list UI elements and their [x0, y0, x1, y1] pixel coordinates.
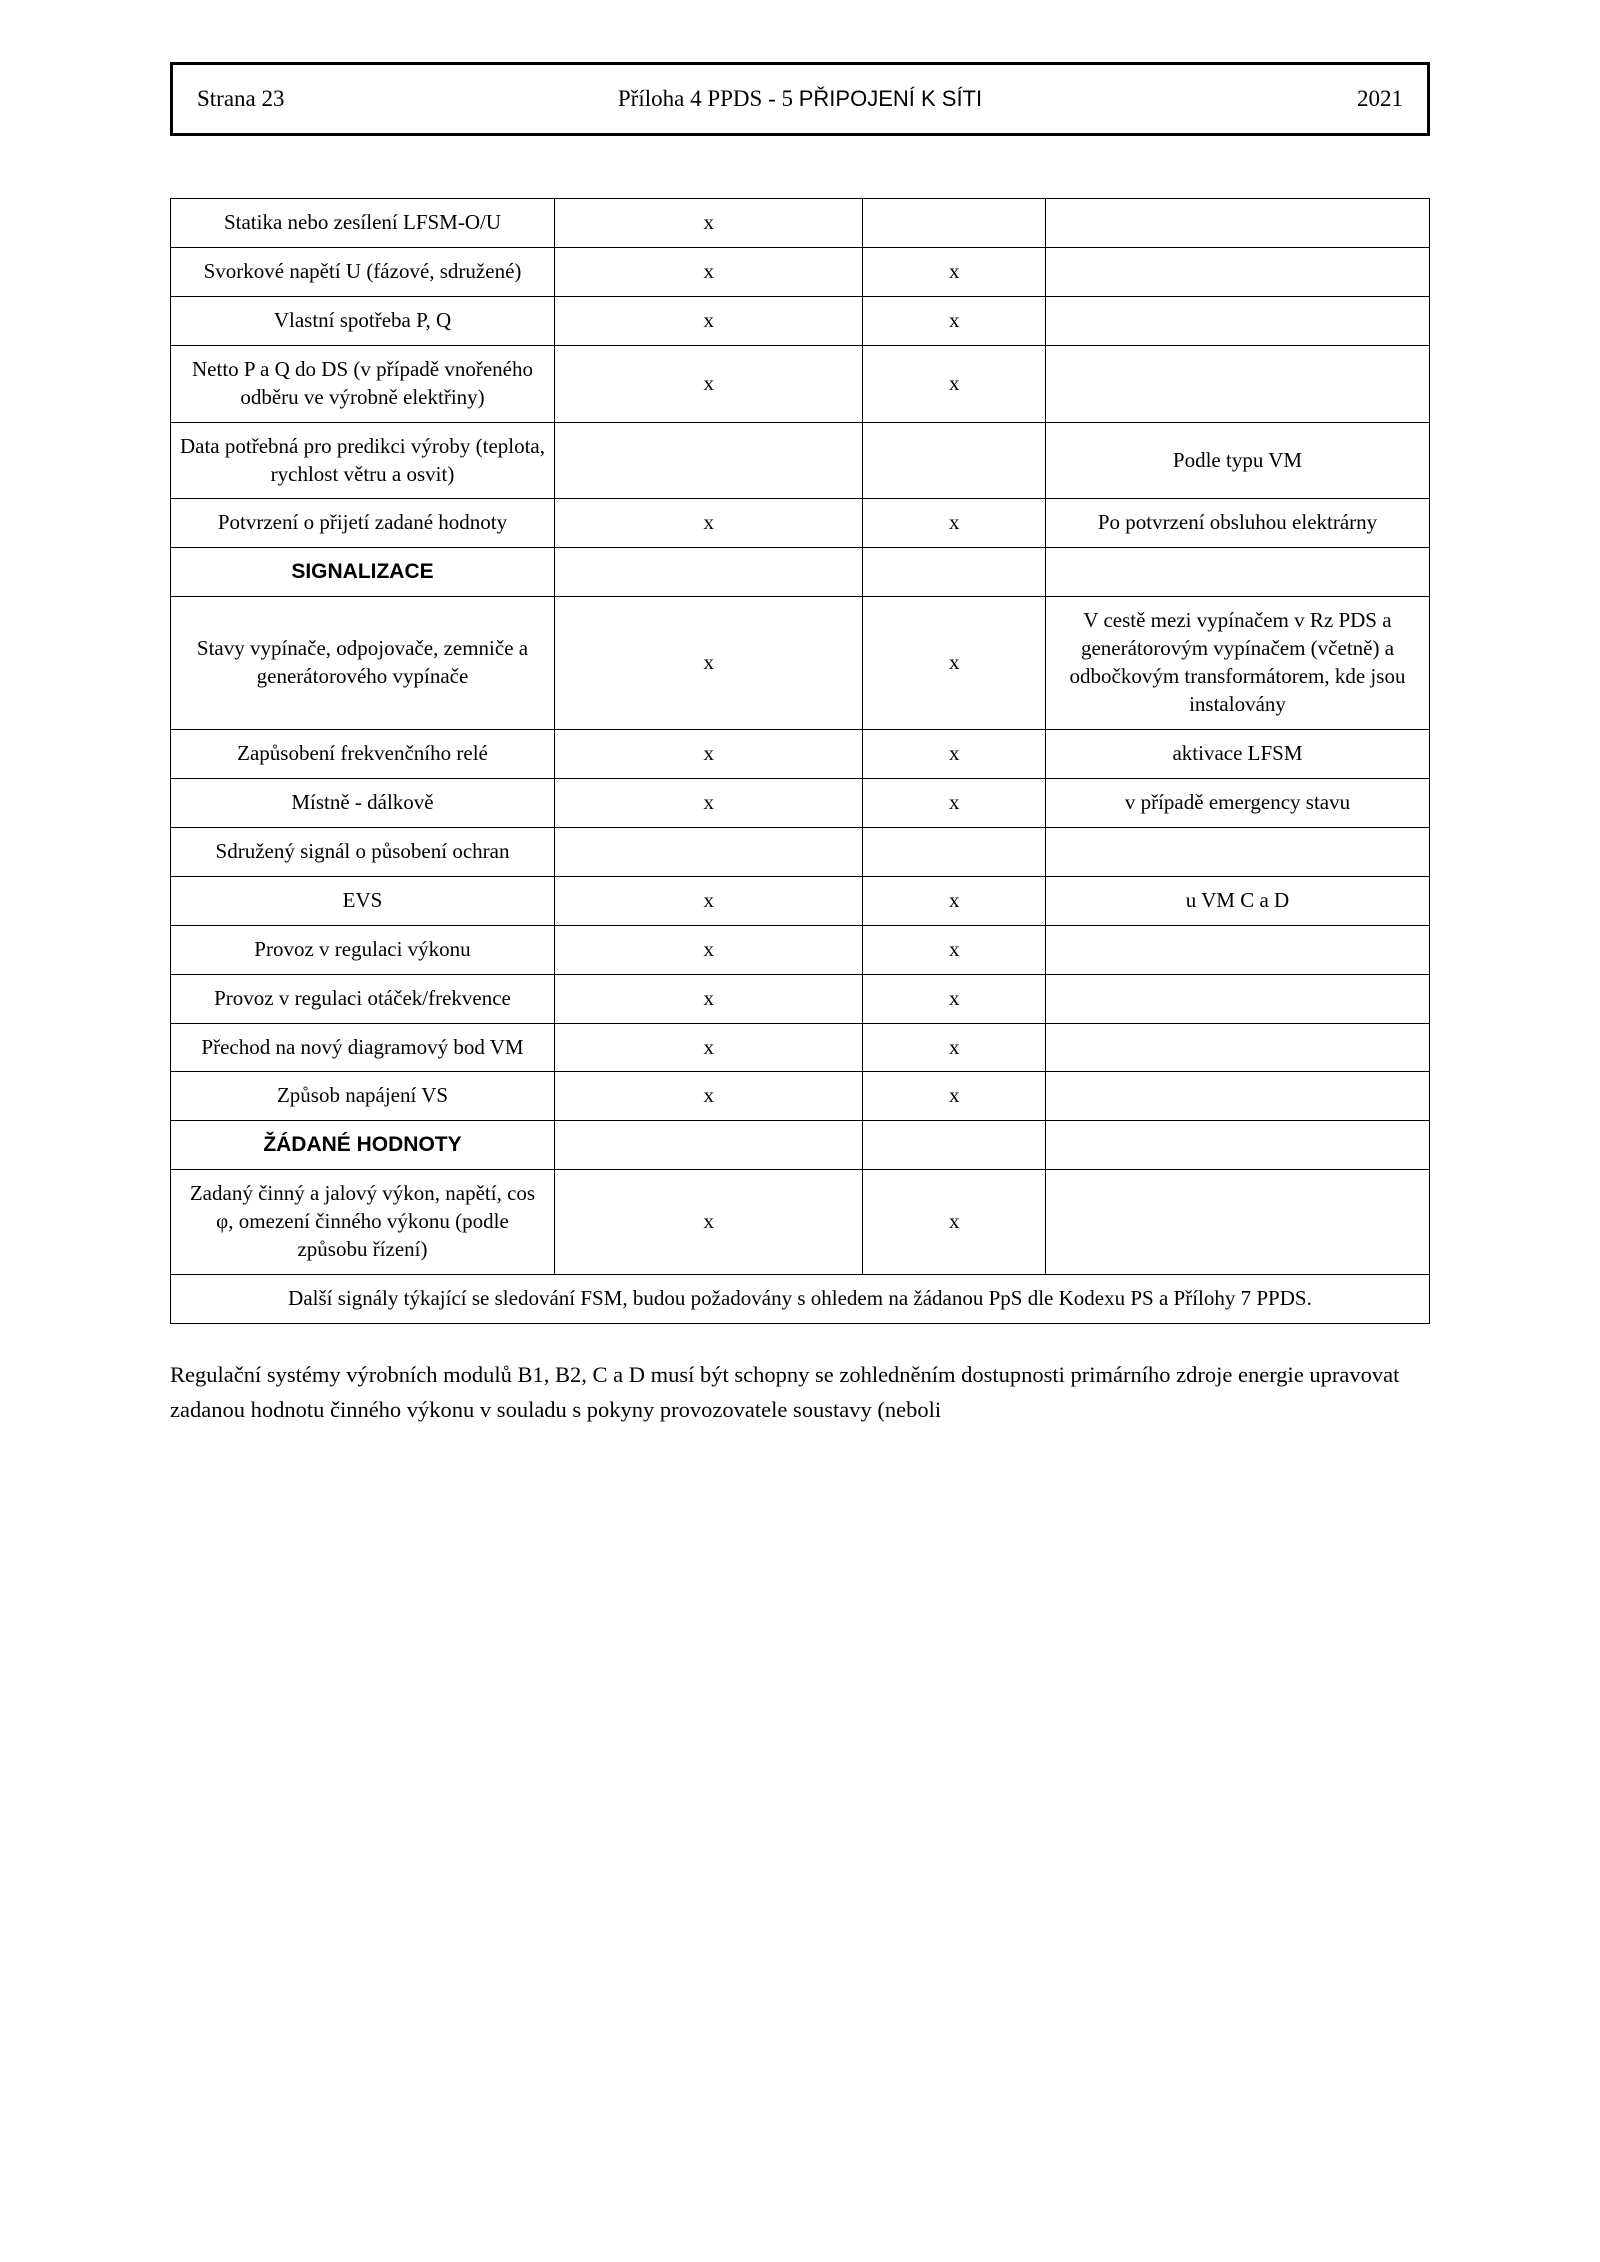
table-row: [171, 876, 1430, 925]
table-row: [171, 499, 1430, 548]
row-label-cell: Potvrzení o přijetí zadané hodnoty: [171, 499, 555, 548]
row-label-cell: Stavy vypínače, odpojovače, zemniče a generátorového vypínače: [171, 597, 555, 730]
mark-cell: x: [554, 345, 862, 422]
mark-cell: [863, 548, 1046, 597]
table-row: [171, 778, 1430, 827]
mark-cell: [554, 422, 862, 499]
mark-cell: x: [863, 729, 1046, 778]
row-label-cell: Svorkové napětí U (fázové, sdružené): [171, 247, 555, 296]
table-row: [171, 296, 1430, 345]
header-title-plain: Příloha 4 PPDS - 5: [617, 86, 799, 111]
mark-cell: x: [863, 1170, 1046, 1275]
requirements-table: [170, 198, 1430, 1324]
mark-cell: [863, 1121, 1046, 1170]
row-label-cell: Vlastní spotřeba P, Q: [171, 296, 555, 345]
mark-cell: [863, 827, 1046, 876]
header-title-emphasis: PŘIPOJENÍ K SÍTI: [798, 86, 983, 111]
mark-cell: [554, 1121, 862, 1170]
note-cell: V cestě mezi vypínačem v Rz PDS a generátorovým vypínačem (včetně) a odbočkovým transformátorem, kde jsou instalovány: [1045, 597, 1429, 730]
row-label-cell: Statika nebo zesílení LFSM-O/U: [171, 199, 555, 248]
mark-cell: x: [554, 876, 862, 925]
table-row: [171, 827, 1430, 876]
mark-cell: x: [554, 199, 862, 248]
note-cell: u VM C a D: [1045, 876, 1429, 925]
note-cell: v případě emergency stavu: [1045, 778, 1429, 827]
row-label-cell: Přechod na nový diagramový bod VM: [171, 1023, 555, 1072]
body-paragraph: Regulační systémy výrobních modulů B1, B2, C a D musí být schopny se zohledněním dostupnosti primárního zdroje energie upravovat zadanou hodnotu činného výkonu v souladu s pokyny provozovatele soustavy (neboli: [170, 1361, 1400, 1422]
table-row: [171, 247, 1430, 296]
row-label-cell: Způsob napájení VS: [171, 1072, 555, 1121]
mark-cell: x: [863, 597, 1046, 730]
table-row: [171, 199, 1430, 248]
header-title: [173, 86, 1427, 112]
table-row: [171, 1170, 1430, 1275]
mark-cell: x: [863, 1023, 1046, 1072]
note-cell: Po potvrzení obsluhou elektrárny: [1045, 499, 1429, 548]
mark-cell: [863, 422, 1046, 499]
note-cell: [1045, 296, 1429, 345]
mark-cell: x: [554, 778, 862, 827]
mark-cell: x: [863, 345, 1046, 422]
mark-cell: x: [863, 876, 1046, 925]
note-cell: [1045, 925, 1429, 974]
mark-cell: x: [554, 499, 862, 548]
note-cell: [1045, 1170, 1429, 1275]
section-header-cell: SIGNALIZACE: [171, 548, 555, 597]
note-cell: [1045, 1023, 1429, 1072]
row-label-cell: Zadaný činný a jalový výkon, napětí, cos φ, omezení činného výkonu (podle způsobu řízení): [171, 1170, 555, 1275]
row-label-cell: EVS: [171, 876, 555, 925]
note-cell: [1045, 1121, 1429, 1170]
mark-cell: x: [554, 925, 862, 974]
mark-cell: x: [554, 1023, 862, 1072]
note-cell: [1045, 974, 1429, 1023]
mark-cell: x: [554, 1072, 862, 1121]
section-header-cell: ŽÁDANÉ HODNOTY: [171, 1121, 555, 1170]
row-label-cell: Netto P a Q do DS (v případě vnořeného odběru ve výrobně elektřiny): [171, 345, 555, 422]
mark-cell: x: [554, 729, 862, 778]
mark-cell: x: [863, 974, 1046, 1023]
table-row: [171, 974, 1430, 1023]
row-label-cell: Provoz v regulaci otáček/frekvence: [171, 974, 555, 1023]
table-footer-row: [171, 1275, 1430, 1324]
note-cell: Podle typu VM: [1045, 422, 1429, 499]
row-label-cell: Zapůsobení frekvenčního relé: [171, 729, 555, 778]
mark-cell: x: [863, 247, 1046, 296]
note-cell: [1045, 827, 1429, 876]
mark-cell: x: [554, 1170, 862, 1275]
row-label-cell: Provoz v regulaci výkonu: [171, 925, 555, 974]
mark-cell: x: [863, 499, 1046, 548]
header-year: 2021: [1357, 86, 1403, 111]
table-row: [171, 729, 1430, 778]
row-label-cell: Sdružený signál o působení ochran: [171, 827, 555, 876]
mark-cell: x: [863, 925, 1046, 974]
table-row: [171, 548, 1430, 597]
note-cell: [1045, 345, 1429, 422]
table-footer-note: Další signály týkající se sledování FSM, budou požadovány s ohledem na žádanou PpS dle Kodexu PS a Přílohy 7 PPDS.: [171, 1275, 1430, 1324]
table-row: [171, 925, 1430, 974]
mark-cell: x: [554, 247, 862, 296]
row-label-cell: Data potřebná pro predikci výroby (teplota, rychlost větru a osvit): [171, 422, 555, 499]
mark-cell: [554, 548, 862, 597]
note-cell: [1045, 247, 1429, 296]
page-header: [170, 62, 1430, 136]
table-row: [171, 597, 1430, 730]
note-cell: [1045, 199, 1429, 248]
mark-cell: x: [554, 597, 862, 730]
mark-cell: [554, 827, 862, 876]
row-label-cell: Místně - dálkově: [171, 778, 555, 827]
header-page-number: Strana 23: [197, 86, 285, 111]
note-cell: aktivace LFSM: [1045, 729, 1429, 778]
table-row: [171, 1023, 1430, 1072]
table-row: [171, 345, 1430, 422]
mark-cell: x: [863, 1072, 1046, 1121]
note-cell: [1045, 548, 1429, 597]
table-row: [171, 422, 1430, 499]
mark-cell: x: [554, 974, 862, 1023]
table-body: [171, 199, 1430, 1324]
table-row: [171, 1072, 1430, 1121]
table-row: [171, 1121, 1430, 1170]
mark-cell: [863, 199, 1046, 248]
mark-cell: x: [863, 296, 1046, 345]
note-cell: [1045, 1072, 1429, 1121]
mark-cell: x: [554, 296, 862, 345]
mark-cell: x: [863, 778, 1046, 827]
